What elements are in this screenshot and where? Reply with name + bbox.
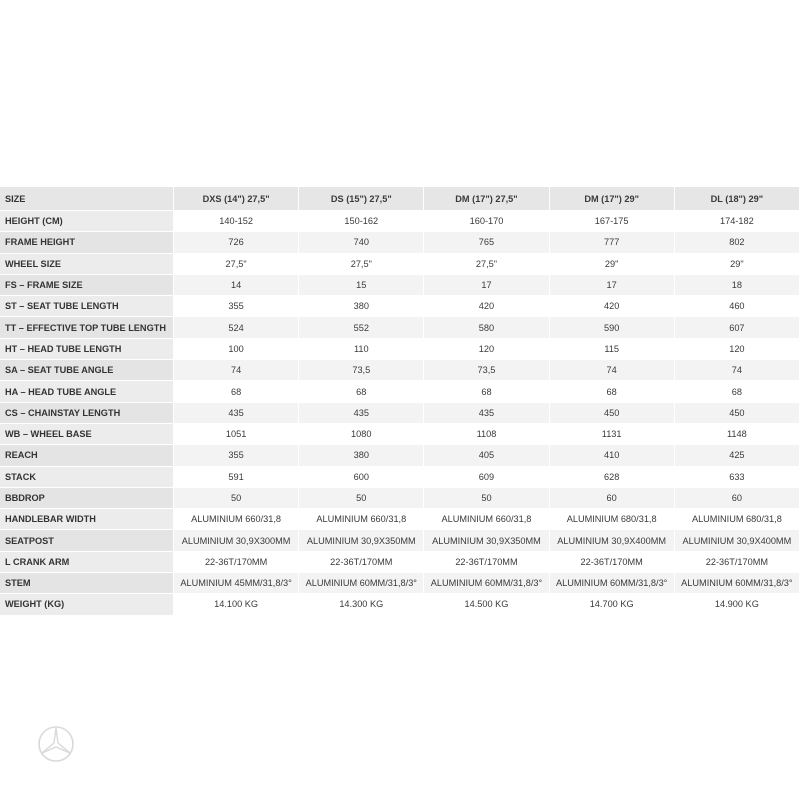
table-cell: 633	[675, 467, 800, 488]
table-row	[0, 296, 800, 317]
table-row	[0, 403, 800, 424]
table-cell: ALUMINIUM 60MM/31,8/3°	[550, 573, 675, 594]
row-label: HANDLEBAR WIDTH	[0, 509, 174, 530]
table-cell: 50	[299, 488, 424, 509]
table-cell: 29"	[550, 254, 675, 275]
table-cell: 17	[550, 275, 675, 296]
table-cell: 1148	[675, 424, 800, 445]
table-cell: 580	[424, 317, 549, 338]
row-label: HT – HEAD TUBE LENGTH	[0, 339, 174, 360]
row-label: STACK	[0, 467, 174, 488]
column-header-ds-275: DS (15") 27,5"	[299, 187, 424, 211]
table-row	[0, 530, 800, 551]
column-header-dm-275: DM (17") 27,5"	[424, 187, 549, 211]
table-cell: 552	[299, 317, 424, 338]
table-cell: 600	[299, 467, 424, 488]
table-cell: 150-162	[299, 211, 424, 232]
table-cell: 355	[174, 296, 299, 317]
column-header-dxs-275: DXS (14") 27,5"	[174, 187, 299, 211]
table-row	[0, 424, 800, 445]
table-row	[0, 317, 800, 338]
table-cell: 73,5	[424, 360, 549, 381]
table-cell: 420	[550, 296, 675, 317]
table-cell: 628	[550, 467, 675, 488]
table-body	[0, 211, 800, 616]
table-cell: 22-36T/170MM	[174, 552, 299, 573]
table-cell: 590	[550, 317, 675, 338]
table-cell: ALUMINIUM 30,9X350MM	[424, 530, 549, 551]
table-cell: 140-152	[174, 211, 299, 232]
table-row	[0, 552, 800, 573]
table-cell: 14	[174, 275, 299, 296]
row-label: FS – FRAME SIZE	[0, 275, 174, 296]
table-row	[0, 509, 800, 530]
column-header-size: SIZE	[0, 187, 174, 211]
table-cell: 22-36T/170MM	[299, 552, 424, 573]
table-cell: 120	[675, 339, 800, 360]
table-cell: 460	[675, 296, 800, 317]
table-row	[0, 360, 800, 381]
row-label: SEATPOST	[0, 530, 174, 551]
row-label: SA – SEAT TUBE ANGLE	[0, 360, 174, 381]
row-label: FRAME HEIGHT	[0, 232, 174, 253]
table-cell: 450	[550, 403, 675, 424]
table-cell: ALUMINIUM 660/31,8	[174, 509, 299, 530]
table-cell: 120	[424, 339, 549, 360]
table-cell: 14.100 KG	[174, 594, 299, 615]
table-row	[0, 254, 800, 275]
table-row	[0, 573, 800, 594]
table-cell: 115	[550, 339, 675, 360]
table-cell: 74	[550, 360, 675, 381]
table-cell: 68	[675, 381, 800, 402]
row-label: WB – WHEEL BASE	[0, 424, 174, 445]
mercedes-star-logo-icon	[36, 724, 76, 764]
table-cell: ALUMINIUM 60MM/31,8/3°	[299, 573, 424, 594]
table-cell: 15	[299, 275, 424, 296]
geometry-table	[0, 187, 800, 616]
table-cell: 27,5"	[424, 254, 549, 275]
table-cell: 609	[424, 467, 549, 488]
table-cell: 29"	[675, 254, 800, 275]
table-row	[0, 488, 800, 509]
table-cell: ALUMINIUM 30,9X400MM	[550, 530, 675, 551]
table-cell: 74	[174, 360, 299, 381]
table-cell: 14.300 KG	[299, 594, 424, 615]
table-cell: 17	[424, 275, 549, 296]
table-cell: 50	[424, 488, 549, 509]
column-header-dm-29: DM (17") 29"	[550, 187, 675, 211]
table-cell: 22-36T/170MM	[550, 552, 675, 573]
table-cell: ALUMINIUM 60MM/31,8/3°	[675, 573, 800, 594]
row-label: HA – HEAD TUBE ANGLE	[0, 381, 174, 402]
table-cell: ALUMINIUM 45MM/31,8/3°	[174, 573, 299, 594]
table-cell: ALUMINIUM 660/31,8	[299, 509, 424, 530]
table-cell: 435	[174, 403, 299, 424]
table-cell: 777	[550, 232, 675, 253]
table-cell: 380	[299, 445, 424, 466]
table-cell: 22-36T/170MM	[675, 552, 800, 573]
table-cell: 174-182	[675, 211, 800, 232]
table-cell: 524	[174, 317, 299, 338]
table-cell: ALUMINIUM 30,9X350MM	[299, 530, 424, 551]
table-row	[0, 445, 800, 466]
row-label: L CRANK ARM	[0, 552, 174, 573]
table-cell: ALUMINIUM 680/31,8	[675, 509, 800, 530]
table-cell: 1080	[299, 424, 424, 445]
table-cell: 14.700 KG	[550, 594, 675, 615]
table-cell: ALUMINIUM 680/31,8	[550, 509, 675, 530]
table-cell: 50	[174, 488, 299, 509]
table-cell: 68	[550, 381, 675, 402]
table-cell: 100	[174, 339, 299, 360]
table-row	[0, 381, 800, 402]
header-row	[0, 187, 800, 211]
table-cell: 110	[299, 339, 424, 360]
table-cell: 68	[424, 381, 549, 402]
row-label: BBDROP	[0, 488, 174, 509]
table-cell: 60	[675, 488, 800, 509]
table-cell: 68	[299, 381, 424, 402]
table-cell: 68	[174, 381, 299, 402]
table-row	[0, 339, 800, 360]
table-cell: 60	[550, 488, 675, 509]
row-label: TT – EFFECTIVE TOP TUBE LENGTH	[0, 317, 174, 338]
table-cell: 435	[424, 403, 549, 424]
table-row	[0, 467, 800, 488]
row-label: WEIGHT (KG)	[0, 594, 174, 615]
table-row	[0, 232, 800, 253]
table-cell: ALUMINIUM 60MM/31,8/3°	[424, 573, 549, 594]
logo-star	[42, 728, 70, 753]
table-cell: 405	[424, 445, 549, 466]
table-cell: 765	[424, 232, 549, 253]
table-cell: 27,5"	[299, 254, 424, 275]
table-cell: 420	[424, 296, 549, 317]
table-row	[0, 275, 800, 296]
table-cell: ALUMINIUM 660/31,8	[424, 509, 549, 530]
table-cell: 14.900 KG	[675, 594, 800, 615]
table-cell: 726	[174, 232, 299, 253]
table-cell: ALUMINIUM 30,9X400MM	[675, 530, 800, 551]
column-header-dl-29: DL (18") 29"	[675, 187, 800, 211]
table-cell: 591	[174, 467, 299, 488]
table-cell: 22-36T/170MM	[424, 552, 549, 573]
table-cell: 435	[299, 403, 424, 424]
table-cell: 450	[675, 403, 800, 424]
table-cell: 167-175	[550, 211, 675, 232]
table-cell: 425	[675, 445, 800, 466]
table-row	[0, 211, 800, 232]
table-cell: 355	[174, 445, 299, 466]
table-cell: 18	[675, 275, 800, 296]
table-cell: 14.500 KG	[424, 594, 549, 615]
table-cell: 740	[299, 232, 424, 253]
table-row	[0, 594, 800, 615]
table-cell: 73,5	[299, 360, 424, 381]
row-label: REACH	[0, 445, 174, 466]
table-cell: 27,5"	[174, 254, 299, 275]
row-label: STEM	[0, 573, 174, 594]
row-label: WHEEL SIZE	[0, 254, 174, 275]
table-cell: 410	[550, 445, 675, 466]
table-cell: 160-170	[424, 211, 549, 232]
table-cell: 607	[675, 317, 800, 338]
table-cell: 1131	[550, 424, 675, 445]
table-cell: ALUMINIUM 30,9X300MM	[174, 530, 299, 551]
row-label: CS – CHAINSTAY LENGTH	[0, 403, 174, 424]
row-label: HEIGHT (CM)	[0, 211, 174, 232]
table-cell: 1051	[174, 424, 299, 445]
table-cell: 380	[299, 296, 424, 317]
table-cell: 1108	[424, 424, 549, 445]
table-cell: 74	[675, 360, 800, 381]
table-cell: 802	[675, 232, 800, 253]
row-label: ST – SEAT TUBE LENGTH	[0, 296, 174, 317]
